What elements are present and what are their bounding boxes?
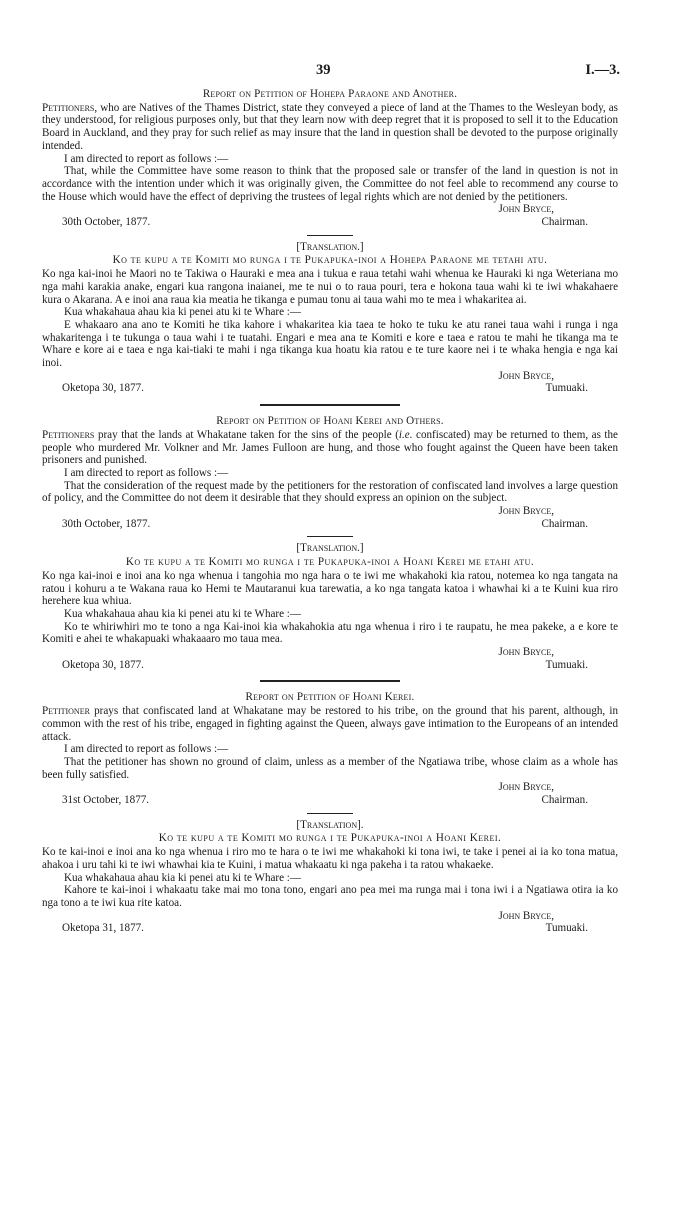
signature-date: Oketopa 31, 1877. — [62, 922, 144, 935]
lead-word: Petitioners — [42, 428, 95, 441]
report-paragraph: I am directed to report as follows :— — [64, 743, 229, 756]
translation-paragraph: Ko te whiriwhiri mo te tono a nga Kai-inoi kia whakahokia atu nga whenua i riro i te raupatu, he mea pakeke, a e kore te Komiti e ahei te whakapuaki whakaaaro mo taua mea. — [42, 620, 618, 646]
signature-role: Tumuaki. — [545, 922, 588, 935]
report-section — [42, 88, 618, 229]
page-number: 39 — [316, 62, 331, 78]
translation-paragraph: Ko nga kai-inoi he Maori no te Takiwa o Hauraki e mea ana i tukua e raua tetahi wahi whenua ke Hauraki ki nga Weteriana mo nga mahi karakia anake, engari kua rangona inaianei, me te nui o to raua pouri, tera e hokona taua wahi ki te iwi whakahaere kura o Akarana. A e inoi ana raua kia meatia he tikanga e pumau tonu ai taua wahi mo te mea i whakaritea ai. — [42, 268, 618, 306]
signature-role: Chairman. — [541, 216, 588, 229]
short-divider — [307, 536, 353, 537]
report-section — [42, 415, 618, 530]
report-paragraph: Petitioners pray that the lands at Whakatane taken for the sins of the people (i.e. confiscated) may be returned to them, as the people who murdered Mr. Volkner and Mr. James Fulloon are hung, and those who fought against the Queen have been taken prisoners and punished. — [42, 428, 618, 467]
signature-date: 31st October, 1877. — [62, 794, 150, 807]
signature-name: John Bryce, — [498, 646, 554, 659]
report-paragraph: That, while the Committee have some reason to think that the proposed sale or transfer of the land in question is not in accordance with the intention under which it was originally given, the Committee do not feel able to recommend any course to the House which would have the effect of depriving the trustees of legal rights which are not denied by the petitioners. — [42, 165, 618, 203]
document-reference: I.—3. — [585, 62, 620, 78]
signature-name: John Bryce, — [498, 369, 554, 382]
translation-title: Ko te kupu a te Komiti mo runga i te Pukapuka-inoi a Hoani Kerei. — [158, 832, 502, 845]
signature-name: John Bryce, — [498, 203, 554, 216]
short-divider — [307, 813, 353, 814]
signature-role: Tumuaki. — [545, 658, 588, 671]
signature-name: John Bryce, — [498, 505, 554, 518]
short-divider — [307, 235, 353, 236]
signature-date: 30th October, 1877. — [62, 216, 151, 229]
translation-label: [Translation]. — [296, 818, 364, 831]
report-paragraph: I am directed to report as follows :— — [64, 466, 229, 479]
translation-paragraph: E whakaaro ana ano te Komiti he tika kahore i whakaritea kia taea te hoko te tuku ke atu ranei taua wahi i runga i nga whakaritenga i te tukunga o taua wahi i te tuatahi. Engari e mea ana te Komiti e kore e taea e ratou te mahi he tikanga ma te Whare e kore ai e taea e nga kai-tiaki te mahi i nga tikanga kua hoatu kia ratou e te ture kaore nei i te whaka hengia e nga kai inoi. — [42, 318, 618, 370]
translation-paragraph: Kua whakahaua ahau kia ki penei atu ki te Whare :— — [64, 306, 301, 319]
signature-name: John Bryce, — [498, 781, 554, 794]
signature-date: Oketopa 30, 1877. — [62, 658, 144, 671]
lead-word: Petitioner — [42, 705, 90, 718]
report-paragraph: Petitioners, who are Natives of the Thames District, state they conveyed a piece of land at the Thames to the Wesleyan body, as they understood, for religious purposes only, but that they learn now with deep regret that it is proposed to sell it to the Education Board in Auckland, and they pray for such relief as may insure that the land in question shall be devoted to the purpose originally intended. — [42, 101, 618, 152]
translation-section — [42, 241, 618, 395]
long-divider — [260, 404, 400, 406]
signature-role: Chairman. — [541, 517, 588, 530]
lead-word: Petitioners, — [42, 101, 98, 114]
translation-label: [Translation.] — [296, 542, 364, 555]
report-paragraph: That the petitioner has shown no ground of claim, unless as a member of the Ngatiawa tribe, whose claim as a whole has been fully satisfied. — [42, 755, 618, 781]
report-paragraph: I am directed to report as follows :— — [64, 152, 229, 165]
translation-paragraph: Kahore te kai-inoi i whakaatu take mai mo tona tono, engari ano pea mei ma runga mai i tona iwi i a Ngatiawa otira ia ko nga tono a te iwi kua rite katoa. — [42, 884, 618, 909]
translation-section — [42, 542, 618, 671]
page-header — [42, 58, 618, 88]
document-page — [42, 58, 618, 935]
signature-date: 30th October, 1877. — [62, 517, 151, 530]
report-title: Report on Petition of Hohepa Paraone and Another. — [202, 88, 458, 100]
signature-date: Oketopa 30, 1877. — [62, 382, 144, 395]
translation-paragraph: Ko nga kai-inoi e inoi ana ko nga whenua i tangohia mo nga hara o te iwi me whakahoki kia ratou, notemea ko nga tangata na ratou i kohuru a te Wakana raua ko Hemi te Mautaranui kua tarewatia, a ko nga tangata katoa i whawhai ki a te Kuini kua riro herehere kua whiua. — [42, 569, 618, 608]
signature-role: Tumuaki. — [545, 382, 588, 395]
long-divider — [260, 680, 400, 682]
translation-title: Ko te kupu a te Komiti mo runga i te Pukapuka-inoi a Hoani Kerei me etahi atu. — [125, 556, 535, 569]
signature-role: Chairman. — [541, 794, 588, 807]
translation-paragraph: Kua whakahaua ahau kia ki penei atu ki te Whare :— — [64, 871, 301, 884]
report-paragraph: That the consideration of the request made by the petitioners for the restoration of confiscated land involves a large question of policy, and the Committee do not deem it desirable that they should express an opinion on the subject. — [42, 479, 618, 505]
translation-section — [42, 819, 618, 935]
translation-label: [Translation.] — [296, 240, 364, 253]
translation-paragraph: Kua whakahaua ahau kia ki penei atu ki te Whare :— — [64, 607, 301, 620]
translation-title: Ko te kupu a te Komiti mo runga i te Pukapuka-inoi a Hohepa Paraone me tetahi atu. — [112, 254, 548, 267]
signature-name: John Bryce, — [498, 909, 554, 922]
report-paragraph: Petitioner prays that confiscated land at Whakatane may be restored to his tribe, on the ground that his parent, although, in common with the rest of his tribe, engaged in fighting against the Queen, always gave intimation to the Europeans of an intended attack. — [42, 705, 618, 743]
report-section — [42, 691, 618, 806]
report-title: Report on Petition of Hoani Kerei and Others. — [216, 415, 444, 428]
report-title: Report on Petition of Hoani Kerei. — [245, 691, 415, 704]
translation-paragraph: Ko te kai-inoi e inoi ana ko nga whenua i riro mo te hara o te iwi me whakahoki ki tona iwi, te take i penei ai ia ko tona matua, ahakoa i uru tahi ki te iwi whawhai kia te Kuini, i matua whakaatu ki nga pakeha i ta ratou whakaeke. — [42, 846, 618, 871]
